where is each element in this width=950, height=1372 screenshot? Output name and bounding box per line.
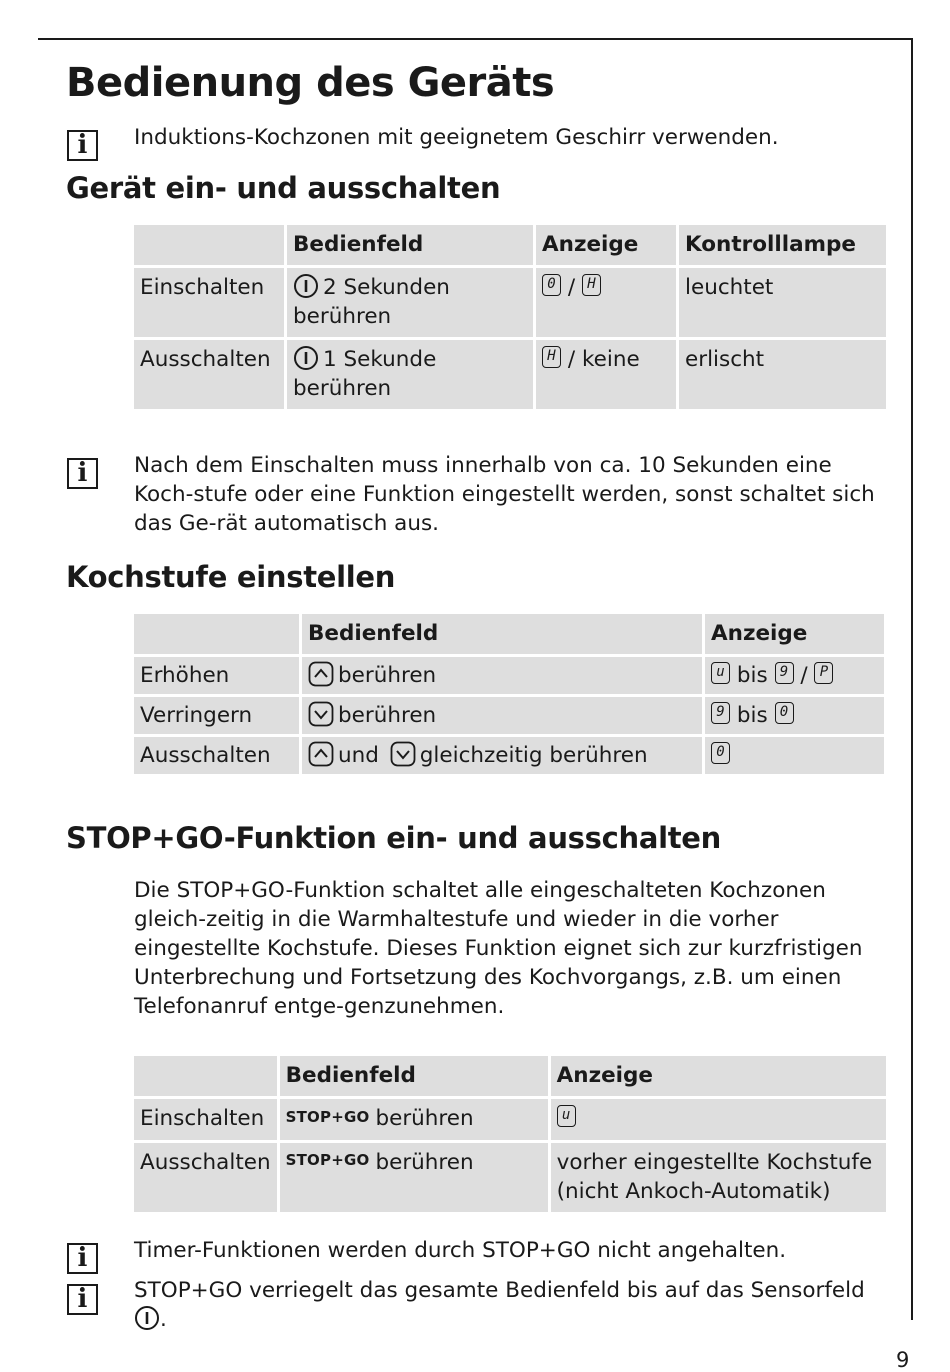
- timer-note: Timer-Funktionen werden durch STOP+GO nicht angehalten.: [134, 1238, 787, 1263]
- row-label: Ausschalten: [134, 737, 299, 774]
- power-icon: [134, 1305, 160, 1331]
- display-cell: vorher eingestellte Kochstufe (nicht Ankoch-Automatik): [551, 1143, 886, 1212]
- intro-note: Induktions-Kochzonen mit geeignetem Geschirr verwenden.: [134, 125, 779, 150]
- power-icon: [293, 345, 319, 371]
- control-cell: [302, 657, 702, 694]
- table-header: Bedienfeld: [302, 614, 702, 654]
- table-row: [134, 340, 886, 409]
- lock-note-end: .: [160, 1307, 167, 1332]
- table-row: [134, 1143, 886, 1212]
- top-rule: [38, 38, 913, 40]
- display-cell: [551, 1099, 886, 1140]
- table-corner-cell: [134, 614, 299, 654]
- table-header: Anzeige: [536, 225, 676, 265]
- power-icon: [293, 273, 319, 299]
- display-cell: [536, 268, 676, 337]
- auto-off-note: Nach dem Einschalten muss innerhalb von ca. 10 Sekunden eine Koch-stufe oder eine Funktion eingestellt werden, sonst schaltet sich das Ge-rät automatisch aus.: [134, 453, 875, 536]
- control-cell: [287, 268, 533, 337]
- chevron-down-icon: [308, 701, 334, 727]
- table-header-row: [134, 614, 884, 654]
- separator: /: [567, 347, 576, 372]
- stopgo-key-label: STOP+GO: [285, 1107, 370, 1126]
- display-symbol: 9: [711, 702, 730, 724]
- table-header: Kontrolllampe: [679, 225, 886, 265]
- display-symbol: H: [542, 346, 561, 368]
- display-symbol: 0: [711, 742, 730, 764]
- chevron-up-icon: [308, 741, 334, 767]
- table-header: Bedienfeld: [280, 1056, 548, 1096]
- separator: /: [567, 275, 576, 300]
- table-header: Anzeige: [705, 614, 884, 654]
- conjunction: und: [338, 743, 379, 768]
- display-cell: [705, 737, 884, 774]
- control-cell: [302, 737, 702, 774]
- power-table: [131, 222, 889, 412]
- row-label: Ausschalten: [134, 1143, 277, 1212]
- stopgo-paragraph: Die STOP+GO-Funktion schaltet alle eingeschalteten Kochzonen gleich-zeitig in die Warmhaltestufe und wieder in die vorher eingestellte Kochstufe. Dieses Funktion eignet sich zur kurzfristigen Unterbrechung und Fortsetzung des Kochvorgangs, z.B. um einen Telefonanruf entge-genzunehmen.: [134, 878, 863, 1019]
- row-label: Einschalten: [134, 1099, 277, 1140]
- chevron-down-icon: [390, 741, 416, 767]
- control-text: 1 Sekunde berühren: [293, 347, 437, 401]
- table-header: Bedienfeld: [287, 225, 533, 265]
- lock-note-text: STOP+GO verriegelt das gesamte Bedienfeld bis auf das Sensorfeld: [134, 1278, 865, 1303]
- display-text: keine: [581, 347, 640, 372]
- control-text: berühren: [375, 1149, 474, 1175]
- section-heading-level: Kochstufe einstellen: [66, 560, 396, 594]
- control-text: gleichzeitig berühren: [419, 743, 648, 768]
- table-corner-cell: [134, 225, 284, 265]
- table-corner-cell: [134, 1056, 277, 1096]
- table-row: [134, 657, 884, 694]
- control-text: berühren: [338, 663, 437, 688]
- table-row: [134, 1099, 886, 1140]
- level-table: [131, 611, 887, 777]
- page-number: 9: [896, 1348, 910, 1372]
- lamp-cell: leuchtet: [679, 268, 886, 337]
- control-cell: [302, 697, 702, 734]
- table-header-row: [134, 1056, 886, 1096]
- display-cell: [705, 657, 884, 694]
- row-label: Erhöhen: [134, 657, 299, 694]
- info-icon: i: [67, 458, 98, 489]
- right-rule: [911, 38, 913, 1320]
- control-cell: [280, 1099, 548, 1140]
- control-text: berühren: [338, 703, 437, 728]
- stopgo-key-label: STOP+GO: [285, 1151, 370, 1169]
- row-label: Einschalten: [134, 268, 284, 337]
- display-symbol: 0: [542, 274, 561, 296]
- chevron-up-icon: [308, 661, 334, 687]
- info-icon: i: [67, 130, 98, 161]
- info-icon: i: [67, 1243, 98, 1274]
- display-symbol: H: [582, 274, 601, 296]
- display-cell: [705, 697, 884, 734]
- range-word: bis: [736, 703, 768, 728]
- table-header: Anzeige: [551, 1056, 886, 1096]
- stopgo-table: [131, 1053, 889, 1215]
- lock-note: [134, 1276, 886, 1334]
- control-cell: [280, 1143, 548, 1212]
- page-title: Bedienung des Geräts: [66, 60, 555, 106]
- table-row: [134, 268, 886, 337]
- control-cell: [287, 340, 533, 409]
- row-label: Ausschalten: [134, 340, 284, 409]
- control-text: berühren: [375, 1106, 474, 1131]
- separator: /: [800, 663, 808, 688]
- display-symbol: u: [557, 1105, 576, 1127]
- range-word: bis: [736, 663, 768, 688]
- display-symbol: 9: [775, 662, 794, 684]
- control-text: 2 Sekunden berühren: [293, 275, 450, 329]
- table-row: [134, 697, 884, 734]
- section-heading-power: Gerät ein- und ausschalten: [66, 171, 501, 205]
- display-cell: [536, 340, 676, 409]
- lamp-cell: erlischt: [679, 340, 886, 409]
- display-symbol: P: [814, 662, 833, 684]
- display-symbol: 0: [775, 702, 794, 724]
- section-heading-stopgo: STOP+GO-Funktion ein- und ausschalten: [66, 821, 722, 855]
- table-header-row: [134, 225, 886, 265]
- row-label: Verringern: [134, 697, 299, 734]
- table-row: [134, 737, 884, 774]
- info-icon: i: [67, 1284, 98, 1315]
- display-symbol: u: [711, 662, 730, 684]
